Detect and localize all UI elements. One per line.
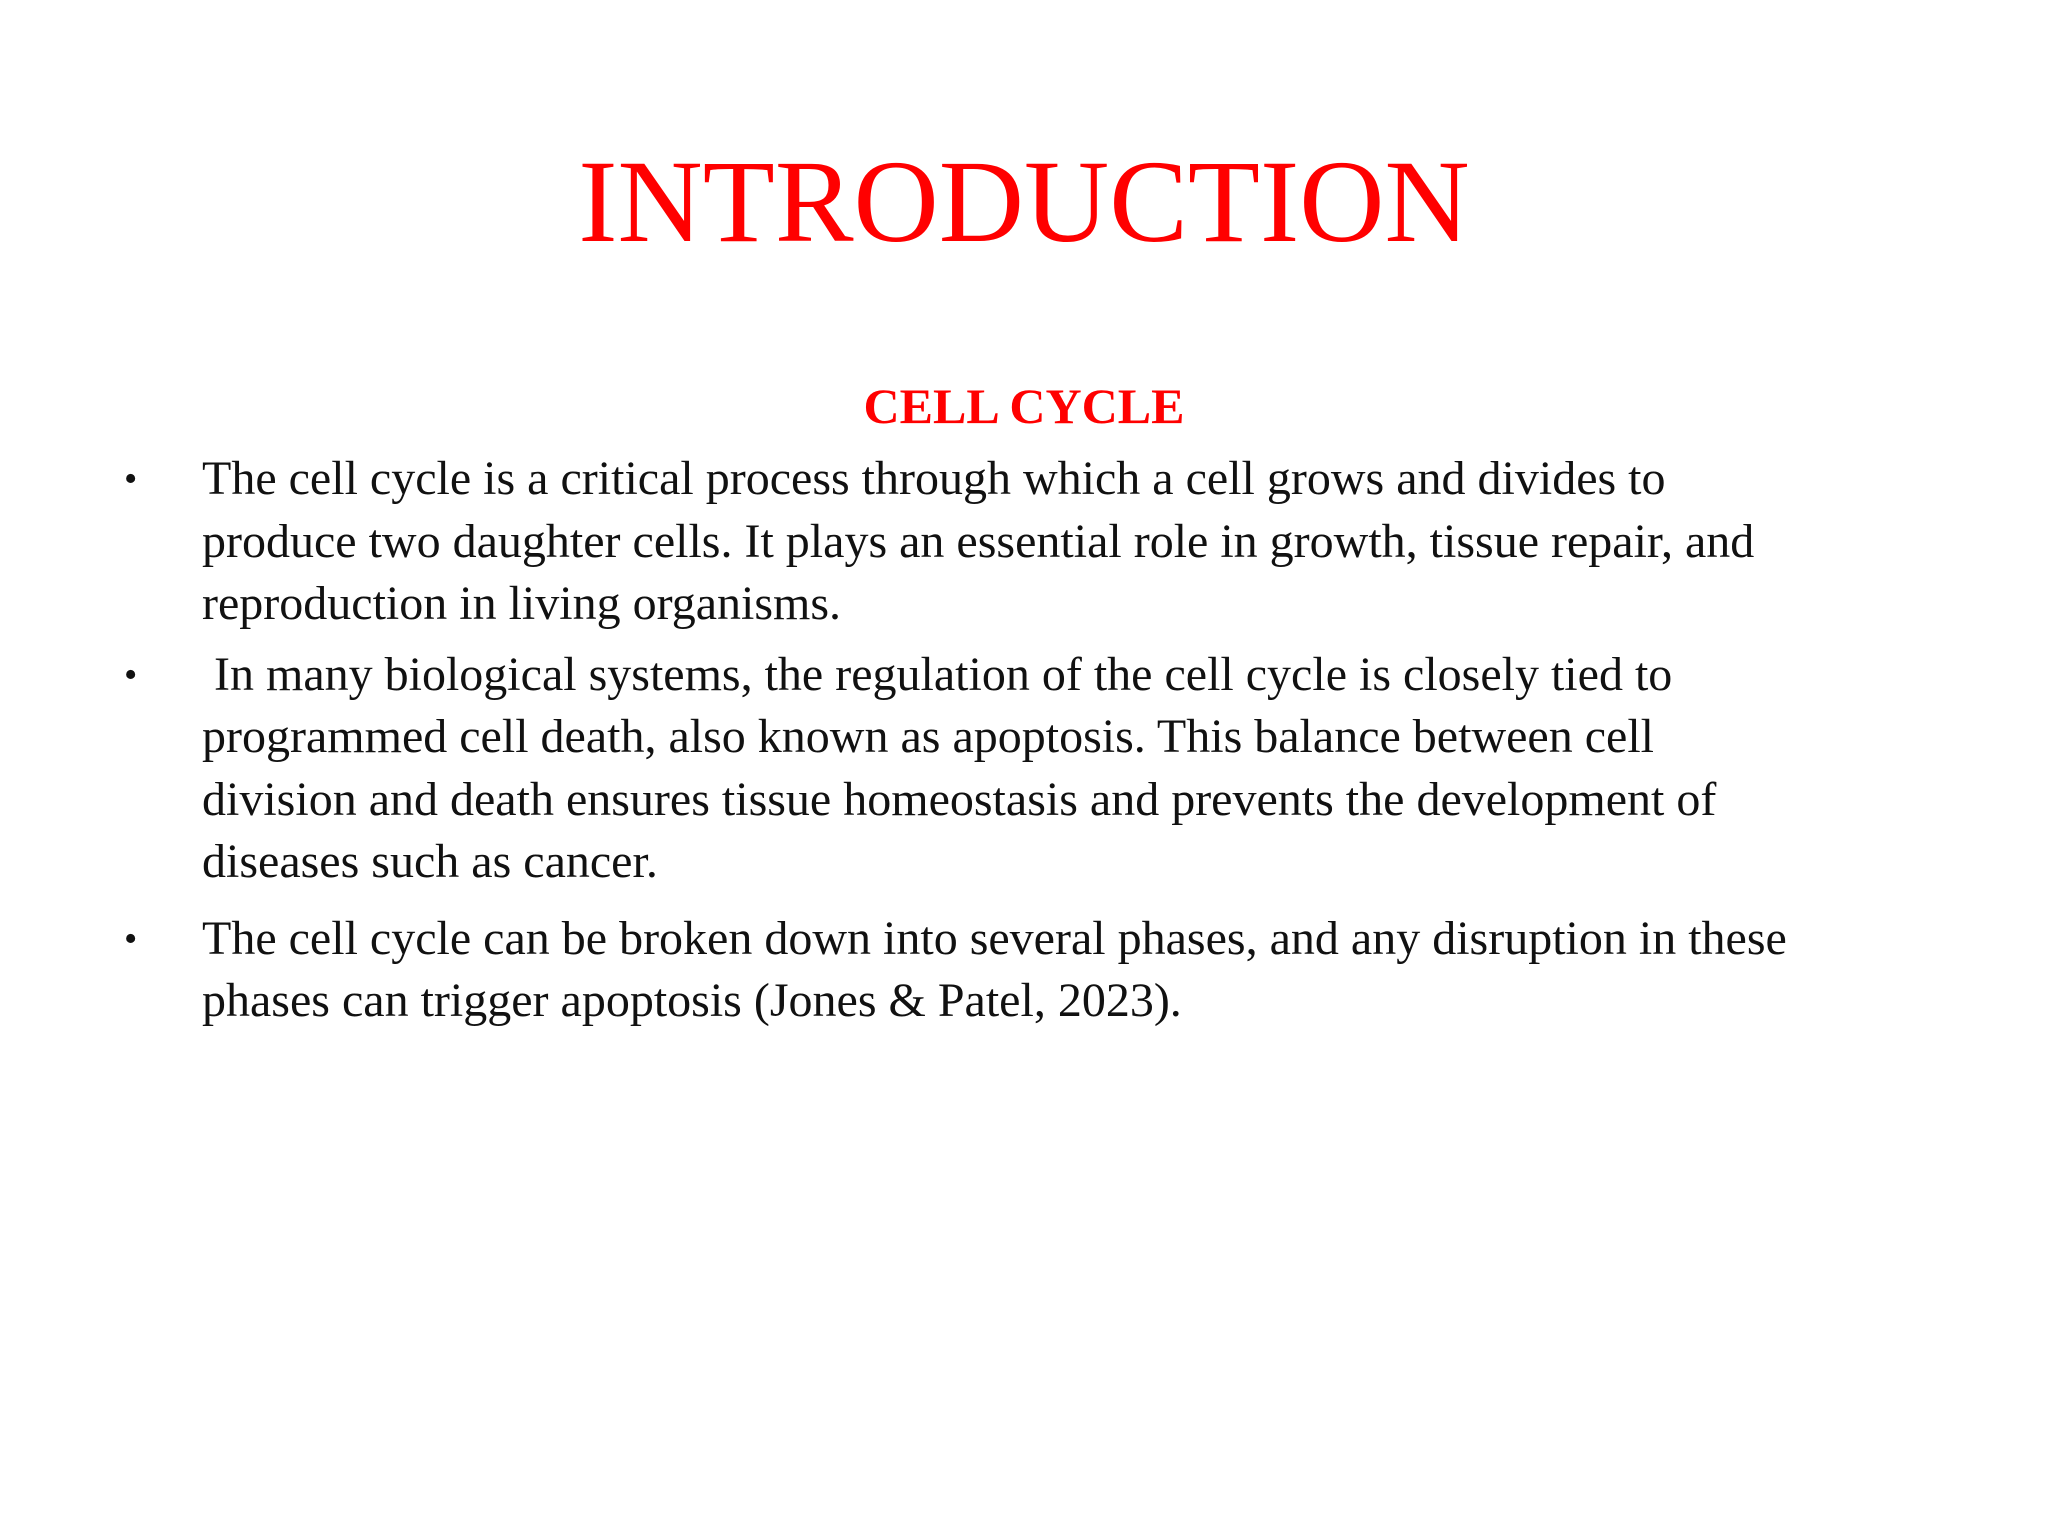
slide-title: INTRODUCTION <box>578 136 1470 267</box>
bullet-text-line: produce two daughter cells. It plays an essential role in growth, tissue repair, and <box>202 514 1755 568</box>
bullet-list <box>0 448 2048 1041</box>
bullet-text-line: The cell cycle can be broken down into several phases, and any disruption in these <box>202 911 1787 965</box>
bullet-item <box>0 908 2048 1033</box>
bullet-text-line: reproduction in living organisms. <box>202 577 842 630</box>
bullet-icon: • <box>124 917 138 960</box>
bullet-text-line: In many biological systems, the regulation of the cell cycle is closely tied to <box>202 647 1673 701</box>
bullet-item <box>0 644 2048 894</box>
slide-subtitle: CELL CYCLE <box>863 378 1185 434</box>
bullet-text-line: The cell cycle is a critical process through which a cell grows and divides to <box>202 452 1666 505</box>
bullet-text-line: programmed cell death, also known as apoptosis. This balance between cell <box>202 710 1654 763</box>
bullet-icon: • <box>124 653 138 696</box>
bullet-icon: • <box>124 458 138 500</box>
bullet-text-line: diseases such as cancer. <box>202 835 658 888</box>
bullet-item <box>0 448 2048 636</box>
bullet-text-line: division and death ensures tissue homeostasis and prevents the development of <box>202 772 1717 826</box>
bullet-text-line: phases can trigger apoptosis (Jones & Patel, 2023). <box>202 974 1182 1027</box>
